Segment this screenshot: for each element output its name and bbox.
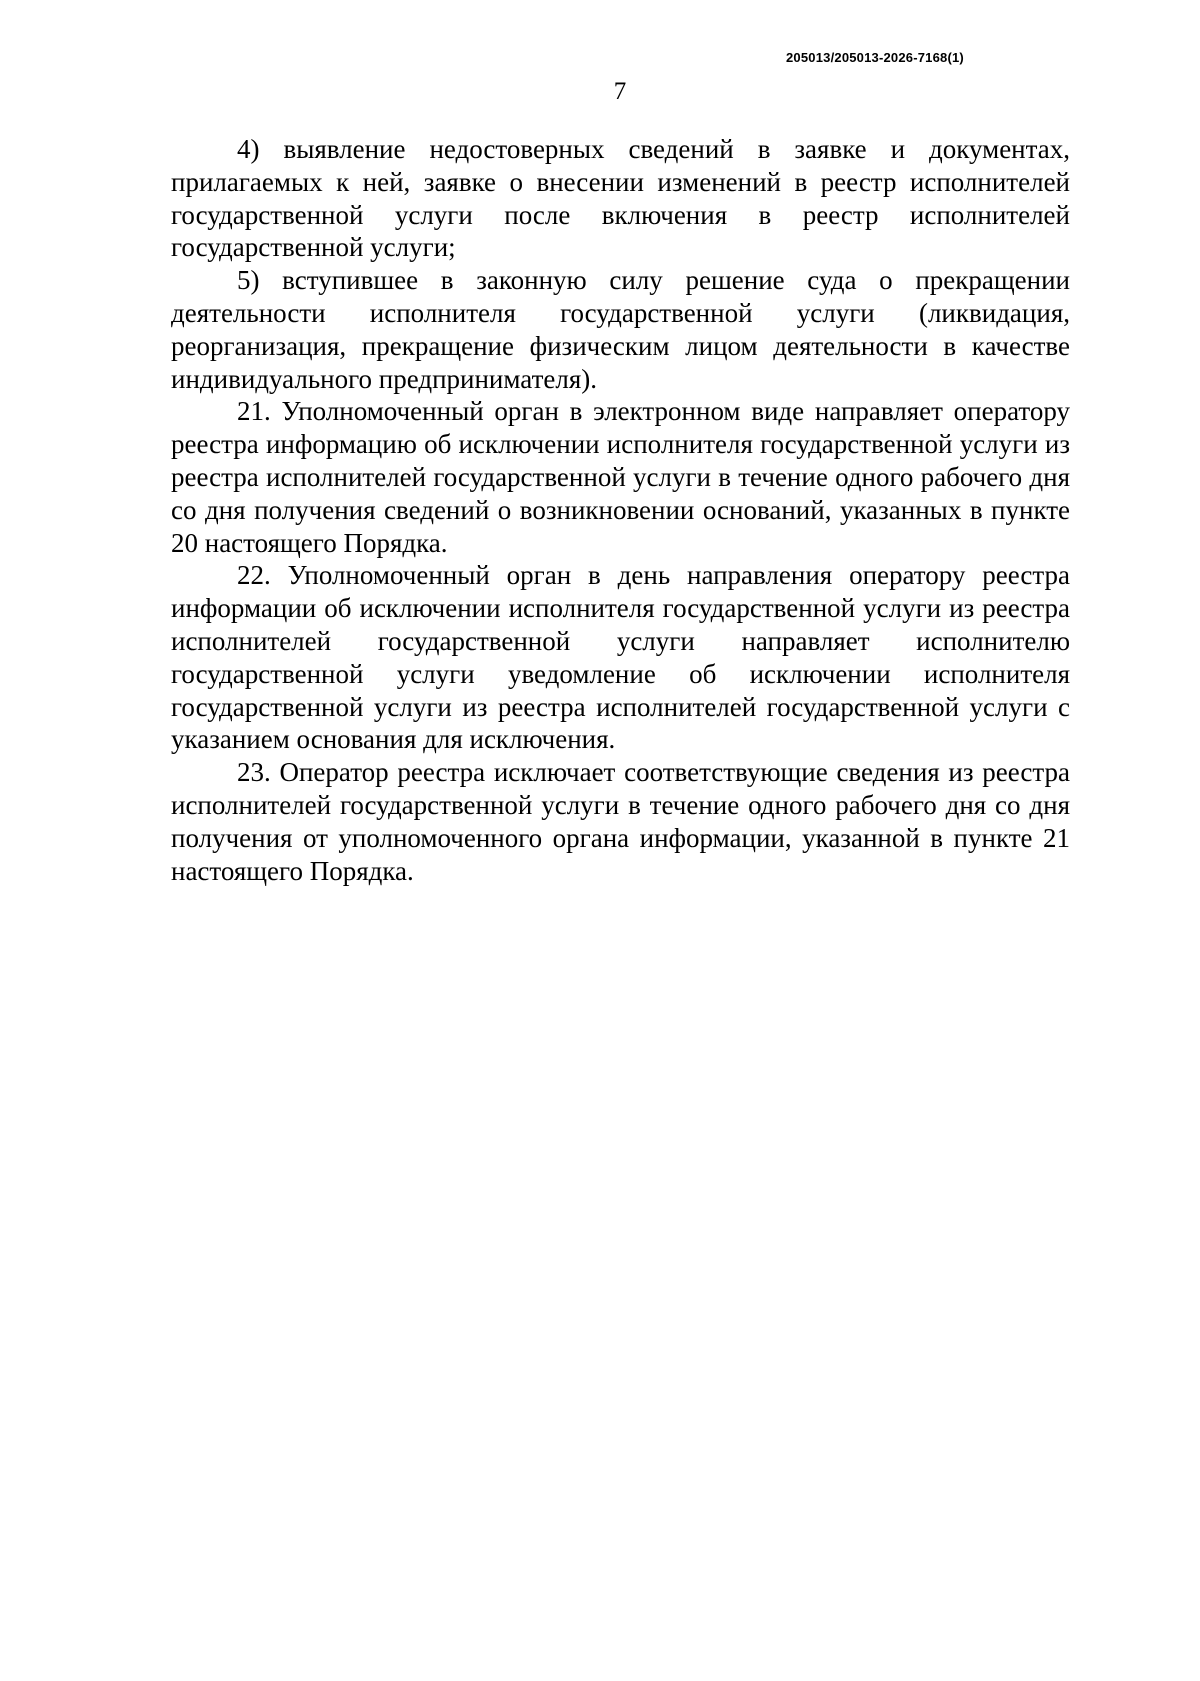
page-number: 7 [613, 78, 627, 105]
paragraph-item-5: 5) вступившее в законную силу решение суда о прекращении деятельности исполнителя государственной услуги (ликвидация, реорганизация, прекращение физическим лицом деятельности в качестве индивидуального предпринимателя). [171, 265, 1070, 394]
document-body [171, 133, 1070, 887]
document-id: 205013/205013-2026-7168(1) [786, 50, 964, 65]
paragraph-item-4: 4) выявление недостоверных сведений в заявке и документах, прилагаемых к ней, заявке о внесении изменений в реестр исполнителей государственной услуги после включения в реестр исполнителей государственной услуги; [171, 134, 1070, 263]
paragraph-clause-23: 23. Оператор реестра исключает соответствующие сведения из реестра исполнителей государственной услуги в течение одного рабочего дня со дня получения от уполномоченного органа информации, указанной в пункте 21 настоящего Порядка. [171, 757, 1070, 886]
paragraph-clause-21: 21. Уполномоченный орган в электронном виде направляет оператору реестра информацию об исключении исполнителя государственной услуги из реестра исполнителей государственной услуги в течение одного рабочего дня со дня получения сведений о возникновении оснований, указанных в пункте 20 настоящего Порядка. [171, 396, 1070, 558]
paragraph-clause-22: 22. Уполномоченный орган в день направления оператору реестра информации об исключении исполнителя государственной услуги из реестра исполнителей государственной услуги направляет исполнителю государственной услуги уведомление об исключении исполнителя государственной услуги из реестра исполнителей государственной услуги с указанием основания для исключения. [171, 560, 1070, 755]
